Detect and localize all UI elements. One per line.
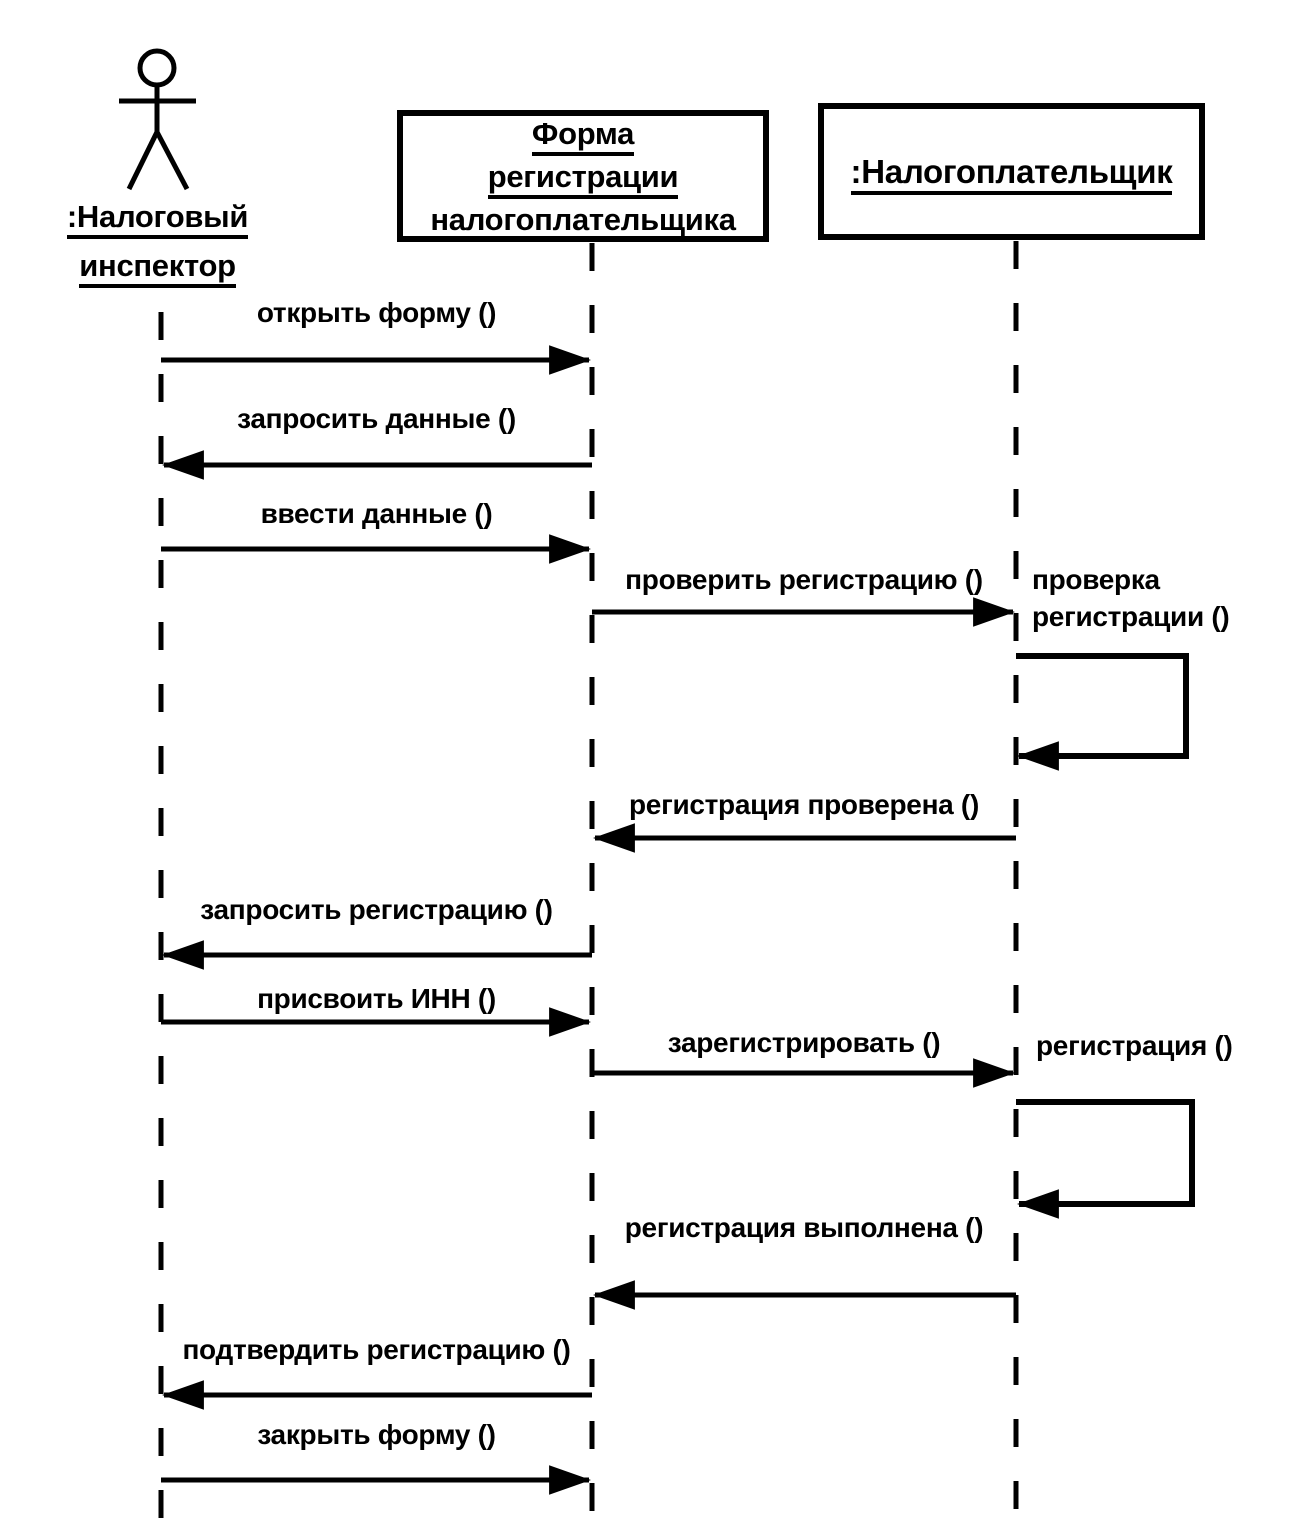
actor-leg-right xyxy=(157,132,187,189)
actor-tax-inspector-label xyxy=(25,192,290,290)
message-label-registration-checked: регистрация проверена () xyxy=(629,789,979,820)
actor-head xyxy=(140,51,174,85)
self-call-label-register: регистрация () xyxy=(1036,1030,1233,1061)
message-label-assign-inn: присвоить ИНН () xyxy=(257,983,496,1014)
message-label-registration-done: регистрация выполнена () xyxy=(624,1212,984,1243)
self-call-label-check-registration xyxy=(1032,561,1229,635)
object-box-registration-form xyxy=(397,110,769,242)
message-label-enter-data: ввести данные () xyxy=(260,498,493,529)
form-box-line1: Форма xyxy=(532,116,634,156)
form-box-line3: налогоплательщика xyxy=(430,202,735,242)
message-label-open-form: открыть форму () xyxy=(256,297,497,328)
message-label-check-registration: проверить регистрацию () xyxy=(625,564,983,595)
message-label-request-data: запросить данные () xyxy=(237,403,516,434)
self-call-register xyxy=(1016,1102,1192,1204)
form-box-line2: регистрации xyxy=(488,159,679,199)
message-label-confirm-registration: подтвердить регистрацию () xyxy=(182,1334,571,1365)
self-call-check-line1: проверка xyxy=(1032,564,1160,595)
taxpayer-box-label: :Налогоплательщик xyxy=(851,153,1173,195)
actor-leg-left xyxy=(129,132,157,189)
self-call-check-line2: регистрации () xyxy=(1032,601,1230,632)
message-label-register: зарегистрировать () xyxy=(667,1027,941,1058)
actor-label-line2: инспектор xyxy=(79,248,235,288)
actor-label-line1: :Налоговый xyxy=(67,199,248,239)
object-box-taxpayer xyxy=(818,103,1205,240)
actor-icon xyxy=(119,51,196,189)
message-label-close-form: закрыть форму () xyxy=(257,1419,496,1450)
message-label-request-registration: запросить регистрацию () xyxy=(200,894,553,925)
self-call-check-registration xyxy=(1016,656,1186,756)
